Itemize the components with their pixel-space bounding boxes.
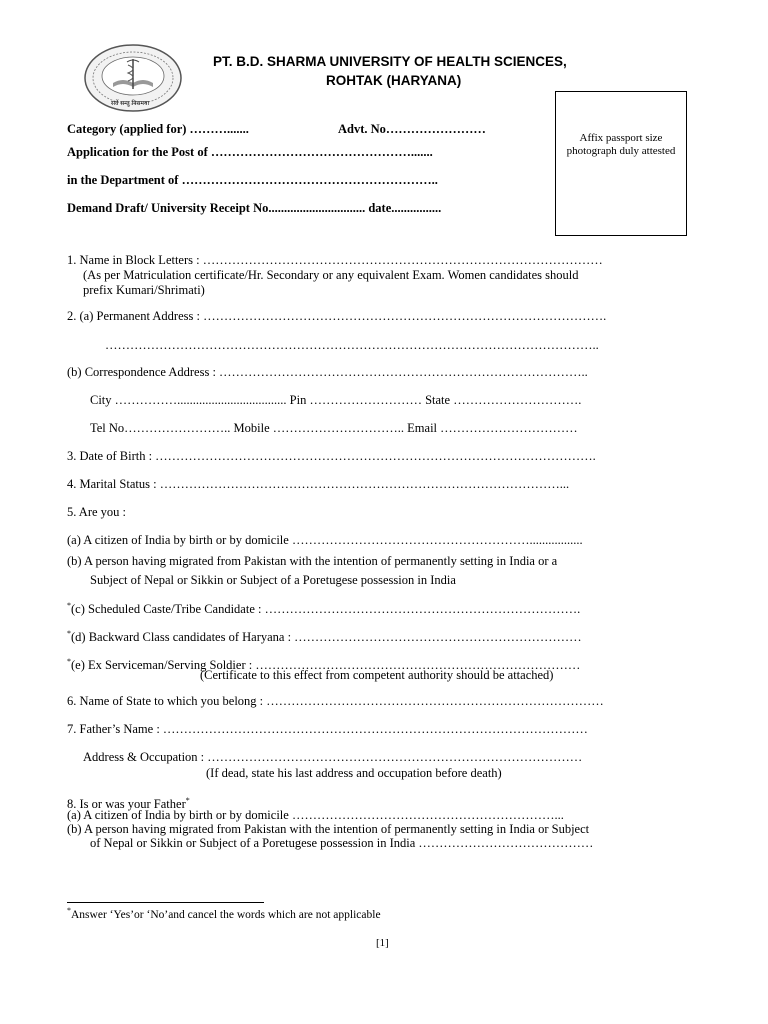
post-field: Application for the Post of …………………………………………....... bbox=[67, 145, 433, 159]
page-number: [1] bbox=[376, 937, 389, 949]
backward-class-field bbox=[67, 626, 582, 645]
category-field: Category (applied for) ………....... bbox=[67, 122, 249, 136]
certificate-note: (Certificate to this effect from competent authority should be attached) bbox=[200, 668, 554, 682]
father-status-label: 8. Is or was your Father bbox=[67, 797, 186, 812]
department-field: in the Department of …………………………………………………….. bbox=[67, 173, 438, 187]
permanent-address-field: 2. (a) Permanent Address : ……………………………………………………………………………………. bbox=[67, 309, 607, 323]
city-pin-state-line: City ……………................................... Pin ……………………… State …………………………. bbox=[90, 393, 582, 407]
citizen-by-birth-field: (a) A citizen of India by birth or by domicile …………………………………………………................. bbox=[67, 533, 583, 547]
backward-class-label: (d) Backward Class candidates of Haryana : …………………………………………………………… bbox=[71, 630, 582, 645]
sc-st-field bbox=[67, 598, 580, 617]
address-occupation-field: Address & Occupation : ……………………………………………………………………………… bbox=[83, 750, 583, 764]
marital-status-field: 4. Marital Status : ……………………………………………………………………………………... bbox=[67, 477, 570, 491]
footnote-text: Answer ‘Yes’or ‘No’and cancel the words which are not applicable bbox=[71, 908, 381, 921]
father-migrated-line1: (b) A person having migrated from Pakistan with the intention of permanently setting in India or Subject bbox=[67, 822, 590, 836]
asterisk: * bbox=[67, 657, 71, 666]
asterisk: * bbox=[67, 629, 71, 638]
permanent-address-line2: ……………………………………………………………………………………………………….. bbox=[105, 338, 599, 352]
address-occupation-note: (If dead, state his last address and occupation before death) bbox=[206, 766, 502, 780]
migrated-line1: (b) A person having migrated from Pakistan with the intention of permanently setting in India or a bbox=[67, 554, 558, 568]
footnote bbox=[67, 906, 381, 921]
father-name-field: 7. Father’s Name : ………………………………………………………………………………………… bbox=[67, 722, 588, 736]
are-you-heading: 5. Are you : bbox=[67, 505, 127, 519]
advt-no-field: Advt. No…………………… bbox=[338, 122, 486, 136]
dob-field: 3. Date of Birth : ……………………………………………………………………………………………. bbox=[67, 449, 596, 463]
correspondence-address-field: (b) Correspondence Address : …………………………………………………………………………….. bbox=[67, 365, 588, 379]
sc-st-label: (c) Scheduled Caste/Tribe Candidate : …………………………………………………………………. bbox=[71, 602, 581, 617]
migrated-line2: Subject of Nepal or Sikkin or Subject of a Poretugese possession in India bbox=[90, 573, 456, 587]
photo-instruction: Affix passport size photograph duly attested bbox=[566, 132, 676, 157]
asterisk: * bbox=[185, 796, 190, 805]
state-field: 6. Name of State to which you belong : ……………………………………………………………………… bbox=[67, 694, 604, 708]
name-field: 1. Name in Block Letters : …………………………………………………………………………………… bbox=[67, 253, 603, 267]
name-note-line1: (As per Matriculation certificate/Hr. Secondary or any equivalent Exam. Women candidates should bbox=[83, 268, 579, 282]
footnote-divider bbox=[67, 902, 264, 903]
seal-motto: सर्वे सन्तु निरामया bbox=[111, 100, 150, 107]
ex-serviceman-label: (e) Ex Serviceman/Serving Soldier : …………………………………………………………………… bbox=[71, 658, 581, 673]
asterisk: * bbox=[67, 906, 71, 915]
tel-mobile-email-line: Tel No…………………….. Mobile ………………………….. Email …………………………… bbox=[90, 421, 578, 435]
photo-box bbox=[555, 91, 687, 236]
university-name: PT. B.D. SHARMA UNIVERSITY OF HEALTH SCIENCES, bbox=[213, 54, 567, 69]
father-citizen-field: (a) A citizen of India by birth or by domicile ………………………………………………………... bbox=[67, 808, 564, 822]
asterisk: * bbox=[67, 601, 71, 610]
university-location: ROHTAK (HARYANA) bbox=[326, 73, 462, 88]
demand-draft-field: Demand Draft/ University Receipt No............................... date................ bbox=[67, 201, 442, 215]
father-migrated-line2: of Nepal or Sikkin or Subject of a Poretugese possession in India …………………………………… bbox=[90, 836, 594, 850]
name-note-line2: prefix Kumari/Shrimati) bbox=[83, 283, 205, 297]
